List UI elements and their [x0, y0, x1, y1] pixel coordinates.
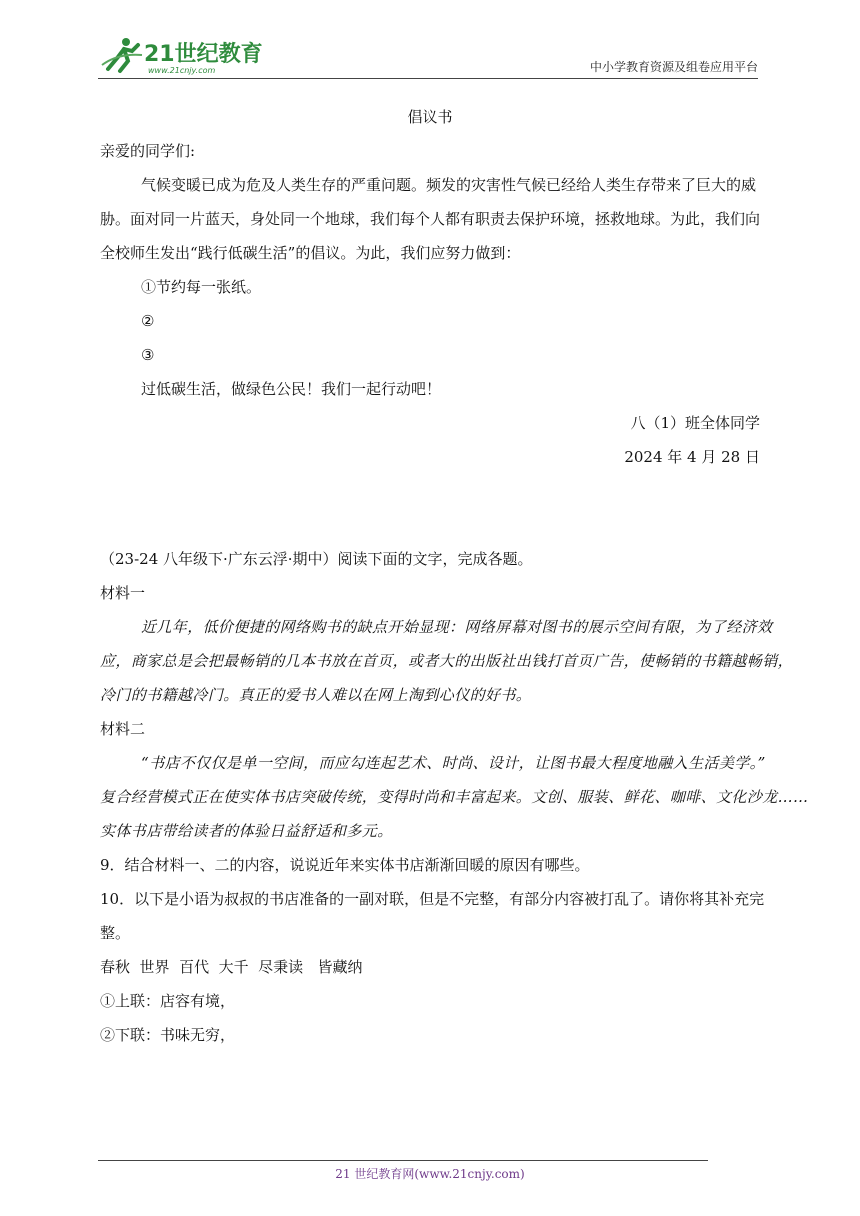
letter-item-2: ② [141, 312, 155, 330]
question-10-continued: 整。 [100, 924, 131, 942]
question-intro: （23-24 八年级下·广东云浮·期中）阅读下面的文字，完成各题。 [100, 550, 533, 568]
letter-closing: 过低碳生活，做绿色公民！我们一起行动吧！ [141, 380, 442, 398]
material-1-line: 近几年，低价便捷的网络购书的缺点开始显现：网络屏幕对图书的展示空间有限，为了经济效 [141, 618, 773, 636]
page-header [98, 30, 758, 80]
footer-link[interactable]: 21 世纪教育网(www.21cnjy.com) [335, 1167, 525, 1181]
letter-paragraph-line: 气候变暖已成为危及人类生存的严重问题。频发的灾害性气候已经给人类生存带来了巨大的威 [141, 176, 757, 194]
letter-date: 2024 年 4 月 28 日 [624, 448, 760, 466]
material-2-line: 实体书店带给读者的体验日益舒适和多元。 [100, 822, 393, 840]
letter-paragraph-line: 全校师生发出“践行低碳生活”的倡议。为此，我们应努力做到： [100, 244, 521, 262]
header-divider [98, 78, 758, 79]
material-1-line: 应，商家总是会把最畅销的几本书放在首页，或者大的出版社出钱打首页广告，使畅销的书籍越畅销， [100, 652, 794, 670]
material-2-line: 复合经营模式正在使实体书店突破传统，变得时尚和丰富起来。文创、服装、鲜花、咖啡、文化沙龙…… [100, 788, 809, 806]
material-1-line: 冷门的书籍越冷门。真正的爱书人难以在网上淘到心仪的好书。 [100, 686, 532, 704]
running-man-icon [102, 38, 142, 71]
question-10: 10．以下是小语为叔叔的书店准备的一副对联，但是不完整，有部分内容被打乱了。请你将其补充完 [100, 890, 765, 908]
material-2-line: “书店不仅仅是单一空间，而应勾连起艺术、时尚、设计，让图书最大程度地融入生活美学。” [141, 754, 766, 772]
footer-divider [98, 1160, 708, 1161]
letter-item-3: ③ [141, 346, 155, 364]
upper-couplet: ①上联：店容有境， [100, 992, 236, 1010]
lower-couplet: ②下联：书味无穷， [100, 1026, 236, 1044]
question-9: 9．结合材料一、二的内容，说说近年来实体书店渐渐回暖的原因有哪些。 [100, 856, 590, 874]
document-body [100, 100, 809, 1052]
svg-text:www.21cnjy.com: www.21cnjy.com [148, 66, 216, 75]
letter-item-1: ①节约每一张纸。 [141, 278, 262, 296]
material-2-label: 材料二 [100, 720, 146, 738]
letter-paragraph-line: 胁。面对同一片蓝天，身处同一个地球，我们每个人都有职责去保护环境，拯救地球。为此，我们向 [100, 210, 761, 228]
platform-name: 中小学教育资源及组卷应用平台 [589, 60, 758, 74]
letter-title: 倡议书 [407, 108, 453, 126]
word-bank: 春秋 世界 百代 大千 尽秉读 皆藏纳 [100, 958, 363, 976]
svg-text:21世纪教育: 21世纪教育 [144, 42, 263, 67]
letter-signature: 八（1）班全体同学 [630, 414, 760, 432]
section-spacer [100, 474, 760, 542]
letter-greeting: 亲爱的同学们: [100, 142, 196, 160]
logo-21cnjy [98, 35, 268, 75]
material-1-label: 材料一 [100, 584, 146, 602]
